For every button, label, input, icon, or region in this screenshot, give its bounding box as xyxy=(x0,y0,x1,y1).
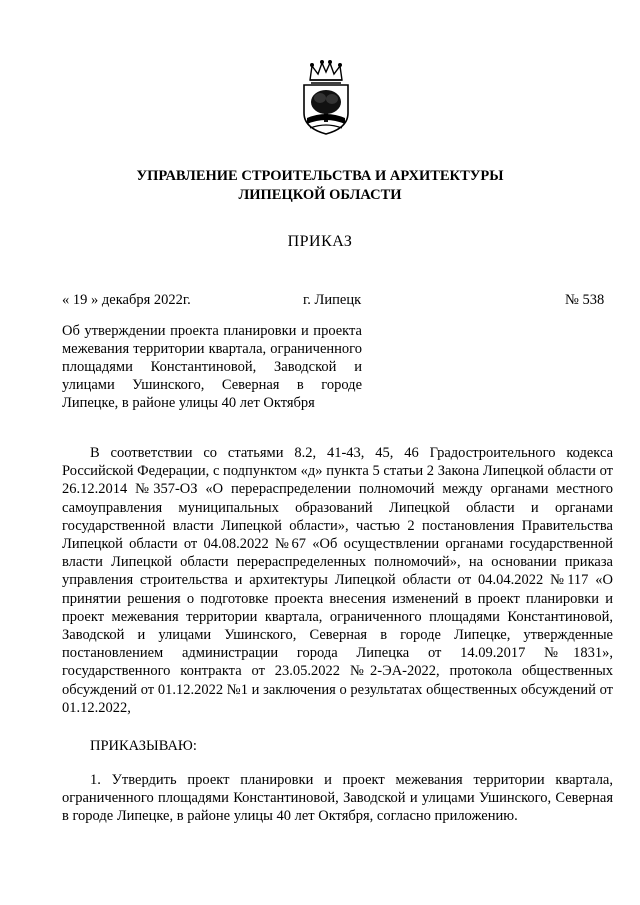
preamble-paragraph: В соответствии со статьями 8.2, 41-43, 45, 46 Градостроительного кодекса Российской Федерации, с подпунктом «д» пункта 5 статьи 2 Закона Липецкой области от 26.12.2014 №357-ОЗ «О перераспределении полномочий между органами местного самоуправления муниципальных образований Липецкой области и органами государственной власти Липецкой области», частью 2 постановления Правительства Липецкой области от 04.08.2022 №67 «Об осуществлении органами государственной власти Липецкой области перераспределенных полномочий», на основании приказа управления строительства и архитектуры Липецкой области от 04.04.2022 №117 «О принятии решения о подготовке проекта внесения изменений в проект планировки и проект межевания территории квартала, ограниченного площадями Константиновой, Заводской и улицами Ушинского, Северная в городе Липецке, утвержденные постановлением администрации города Липецка от 14.09.2017 №1831», государственного контракта от 23.05.2022 №2-ЭА-2022, протокола общественных обсуждений от 01.12.2022 №1 и заключения о результатах общественных обсуждений от 01.12.2022, xyxy=(62,445,613,716)
document-type-title: ПРИКАЗ xyxy=(287,233,353,250)
order-number: № 538 xyxy=(565,292,605,308)
organization-name-line1: УПРАВЛЕНИЕ СТРОИТЕЛЬСТВА И АРХИТЕКТУРЫ xyxy=(136,168,504,184)
order-command: ПРИКАЗЫВАЮ: xyxy=(90,738,197,754)
order-subject: Об утверждении проекта планировки и проекта межевания территории квартала, ограниченного площадями Константиновой, Заводской и улицами Ушинского, Северная в городе Липецке, в районе улицы 40 лет Октября xyxy=(62,323,362,411)
organization-name-line2: ЛИПЕЦКОЙ ОБЛАСТИ xyxy=(238,187,402,203)
order-city: г. Липецк xyxy=(303,292,362,308)
crown-icon xyxy=(310,61,342,83)
coat-of-arms-icon xyxy=(296,58,356,136)
order-item-1: 1. Утвердить проект планировки и проект межевания территории квартала, ограниченного площадями Константиновой, Заводской и улицами Ушинского, Северная в городе Липецке, в районе улицы 40 лет Октября, согласно приложению. xyxy=(62,772,613,825)
order-date: « 19 » декабря 2022г. xyxy=(62,292,191,308)
